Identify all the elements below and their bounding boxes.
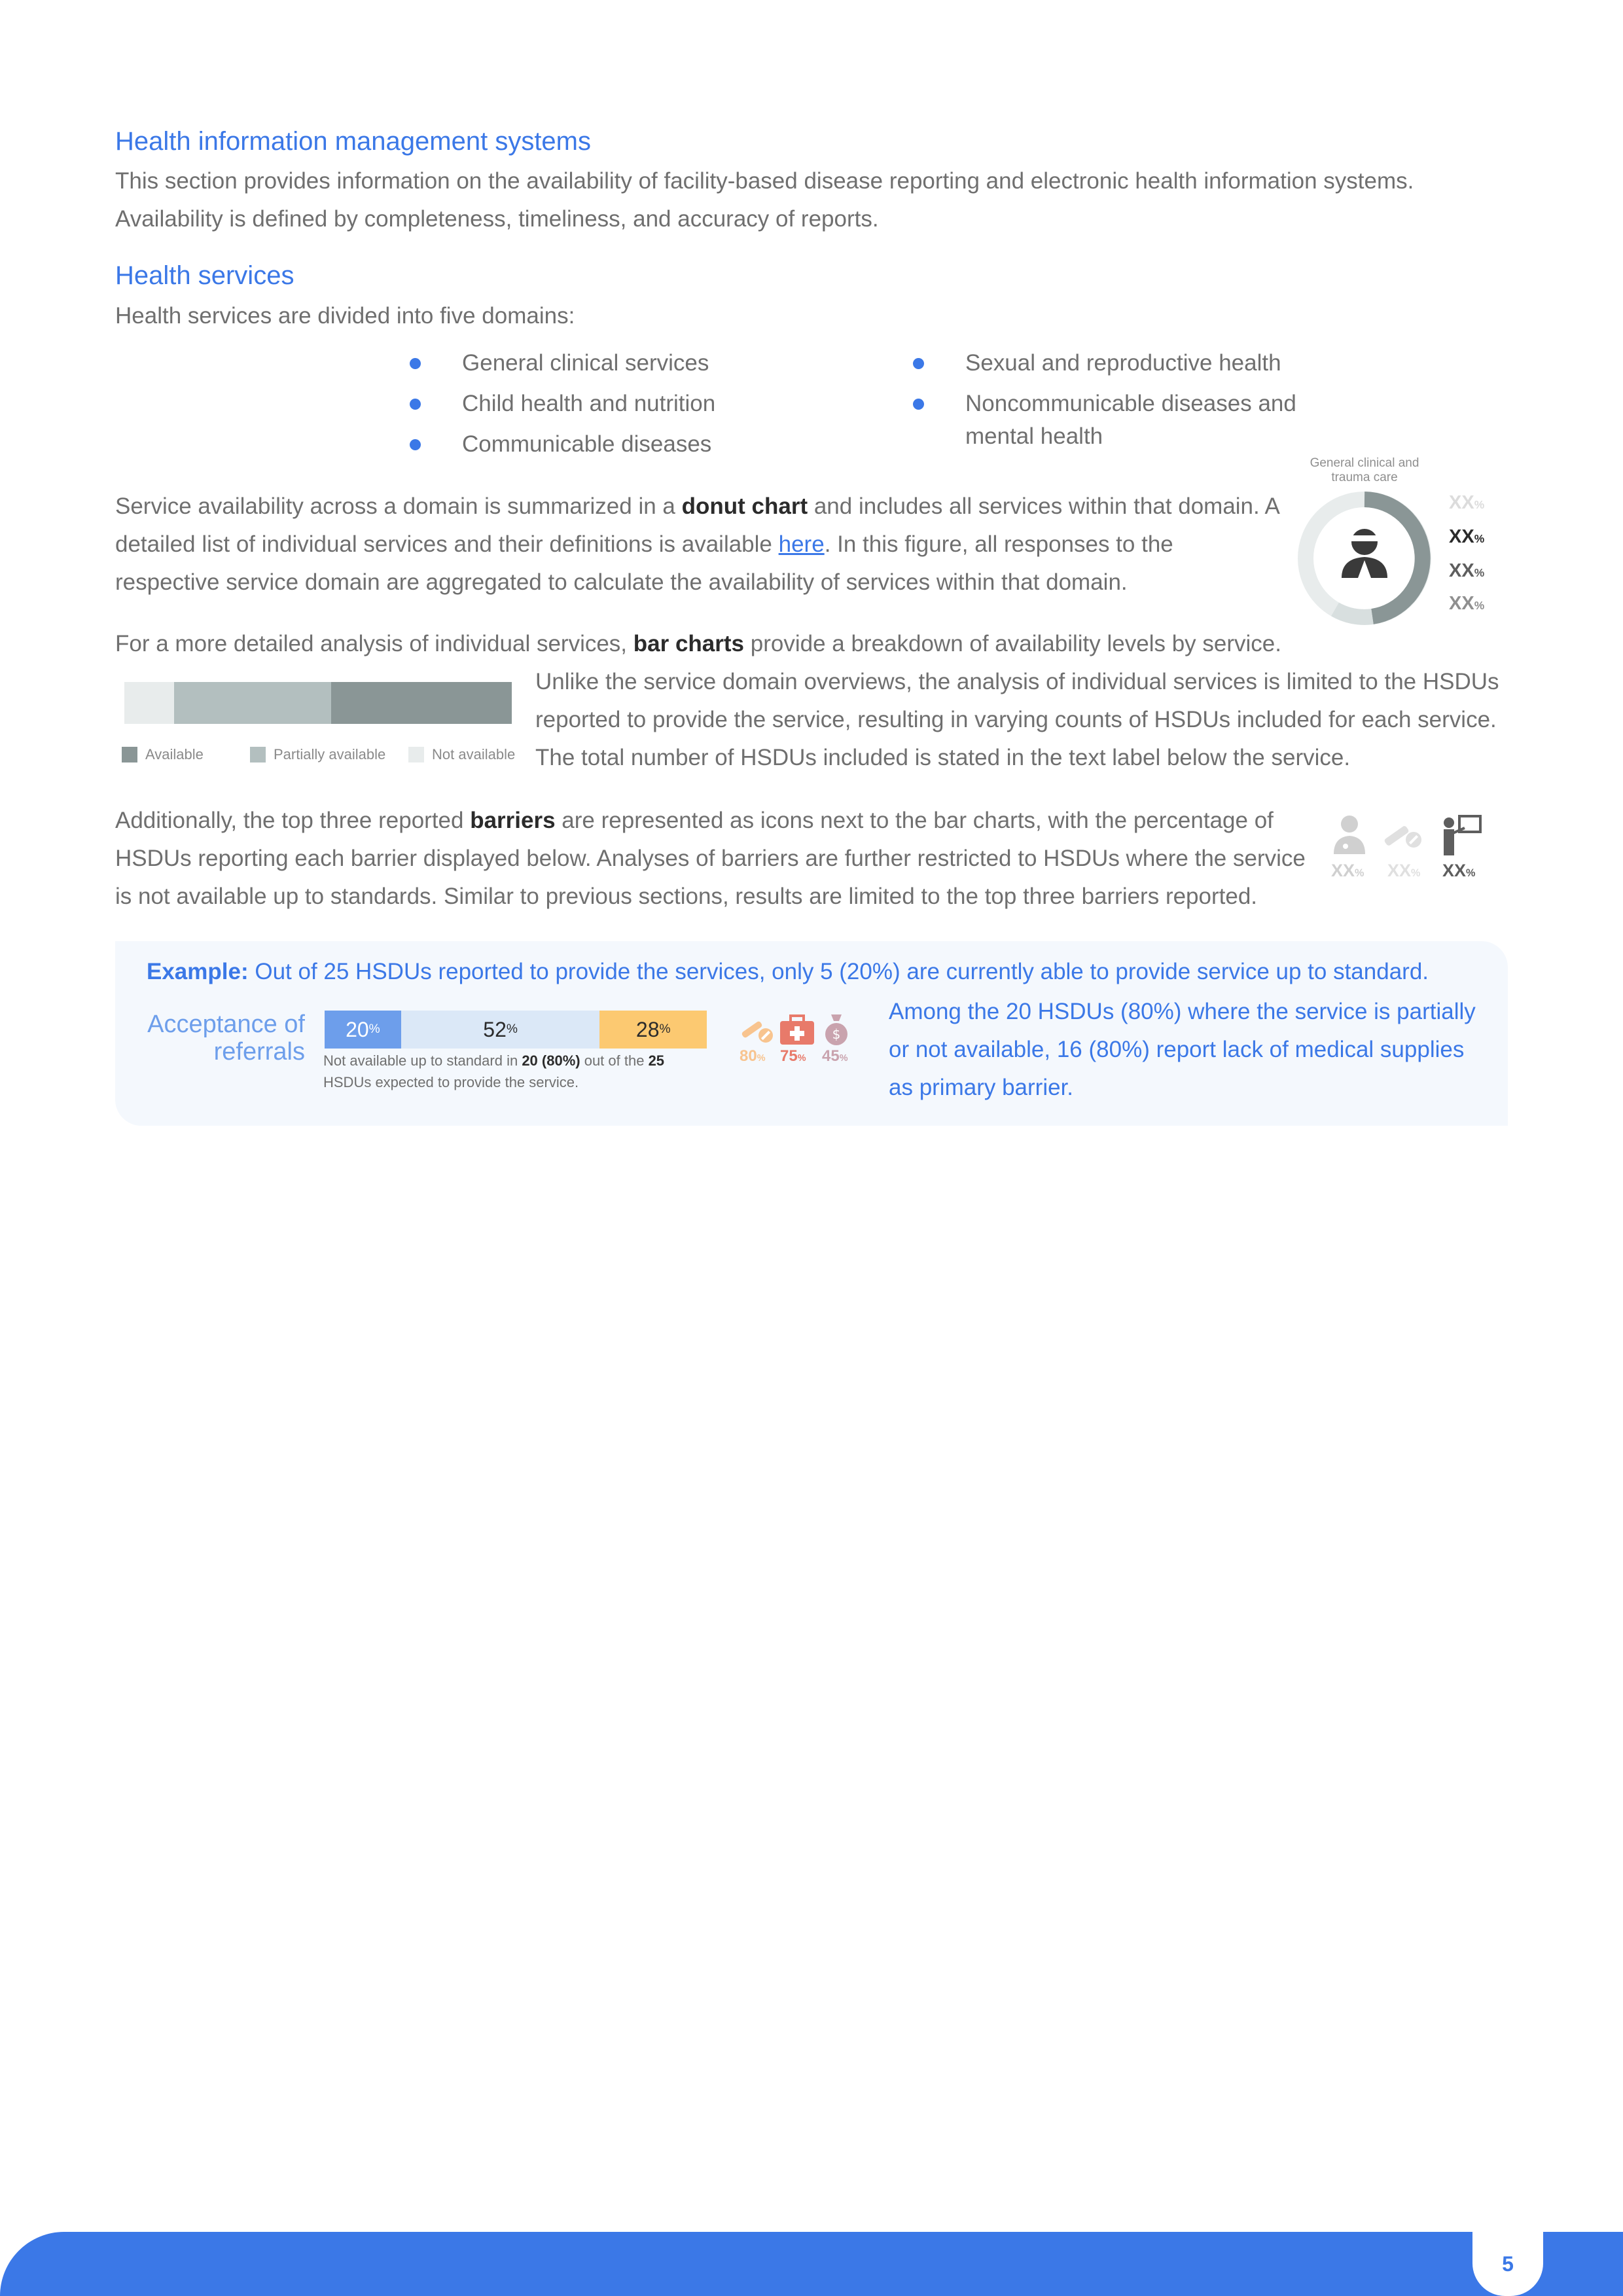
example-barrier-label: 80% bbox=[740, 1047, 766, 1065]
legend-bar bbox=[124, 682, 512, 724]
example-headline: Example: Out of 25 HSDUs reported to provide the services, only 5 (20%) are currently able to provide service up to standard. bbox=[147, 959, 1429, 984]
list-item: Communicable diseases bbox=[410, 428, 855, 461]
list-item: General clinical services bbox=[410, 347, 855, 380]
donut-chart bbox=[1296, 490, 1433, 627]
bar-paragraph: For a more detailed analysis of individual services, bar charts provide a breakdown of availability levels by service. bbox=[115, 631, 1281, 656]
example-stacked-bar bbox=[325, 1011, 707, 1049]
bullet-icon bbox=[410, 358, 421, 369]
example-service-name: Acceptance of referrals bbox=[147, 1011, 305, 1066]
donut-labels bbox=[1449, 492, 1514, 623]
legend-swatch bbox=[250, 747, 266, 762]
legend-available: Available bbox=[122, 746, 204, 763]
medical-supplies-icon bbox=[1381, 814, 1427, 855]
bullet-icon bbox=[410, 439, 421, 450]
section-title-health-services: Health services bbox=[115, 261, 294, 290]
here-link[interactable]: here bbox=[778, 531, 825, 557]
domain-list-left bbox=[410, 347, 855, 469]
legend-swatch bbox=[122, 747, 137, 762]
example-bar-segment: 52 % bbox=[401, 1011, 600, 1049]
donut-slice-partial bbox=[1335, 609, 1372, 617]
barrier-paragraph: Additionally, the top three reported barriers are represented as icons next to the bar charts, with the percentage of HSDUs reporting each barrier displayed below. Analyses of barriers are further restricted to HSDUs where the service is not available up to standards. Similar to previous sections, results are limited to the top three barriers reported. bbox=[115, 808, 1306, 909]
bar-segment-not-available bbox=[124, 682, 174, 724]
bullet-icon bbox=[913, 358, 924, 369]
bar-segment-available bbox=[331, 682, 512, 724]
svg-text:$: $ bbox=[832, 1026, 841, 1042]
donut-label: XX% bbox=[1449, 526, 1485, 547]
donut-label: XX% bbox=[1449, 560, 1485, 581]
domain-list-right bbox=[913, 347, 1345, 461]
bullet-icon bbox=[913, 399, 924, 410]
example-bar-note: Not available up to standard in 20 (80%) out of the 25 HSDUs expected to provide the service. bbox=[323, 1052, 665, 1090]
barrier-label: XX% bbox=[1331, 861, 1364, 880]
money-bag-icon bbox=[822, 1013, 851, 1046]
example-bar-segment: 28 % bbox=[599, 1011, 707, 1049]
list-item: Sexual and reproductive health bbox=[913, 347, 1345, 380]
first-aid-kit-icon bbox=[779, 1014, 815, 1046]
list-item: Noncommunicable diseases and mental health bbox=[913, 387, 1345, 453]
bar-segment-partially bbox=[174, 682, 331, 724]
example-side-text: Among the 20 HSDUs (80%) where the service is partially or not available, 16 (80%) report lack of medical supplies as primary barrier. bbox=[889, 999, 1476, 1100]
barrier-label: XX% bbox=[1442, 861, 1476, 880]
donut-label: XX% bbox=[1449, 593, 1485, 614]
donut-label: XX% bbox=[1449, 492, 1485, 513]
list-item: Child health and nutrition bbox=[410, 387, 855, 420]
donut-paragraph: Service availability across a domain is summarized in a donut chart and includes all services within that domain. A detailed list of individual services and their definitions is available here. In this figure, all responses to the respective service domain are aggregated to calculate the availability of services within that domain. bbox=[115, 493, 1279, 595]
legend-partially: Partially available bbox=[250, 746, 385, 763]
example-barrier-label: 45% bbox=[822, 1047, 848, 1065]
bar-side-paragraph: Unlike the service domain overviews, the analysis of individual services is limited to the HSDUs reported to provide the service, resulting in varying counts of HSDUs included for each service. The total number of HSDUs included is stated in the text label below the service. bbox=[535, 669, 1499, 770]
example-barrier-label: 75% bbox=[780, 1047, 806, 1065]
legend-not-available: Not available bbox=[408, 746, 515, 763]
pills-syringe-icon bbox=[740, 1016, 776, 1046]
doctor-icon bbox=[1331, 814, 1368, 855]
section-body-him: This section provides information on the availability of facility-based disease reporting and electronic health information systems. Availability is defined by completeness, timeliness, and accuracy of reports. bbox=[115, 168, 1414, 232]
bullet-icon bbox=[410, 399, 421, 410]
footer-band bbox=[0, 2232, 1623, 2296]
section-intro-health-services: Health services are divided into five domains: bbox=[115, 303, 575, 329]
section-title-him: Health information management systems bbox=[115, 127, 591, 156]
example-bar-segment: 20 % bbox=[325, 1011, 401, 1049]
teacher-board-icon bbox=[1440, 814, 1483, 857]
donut-title: General clinical and trauma care bbox=[1310, 456, 1419, 484]
barrier-label: XX% bbox=[1387, 861, 1421, 880]
page-number: 5 bbox=[1472, 2232, 1543, 2296]
legend-swatch bbox=[408, 747, 424, 762]
